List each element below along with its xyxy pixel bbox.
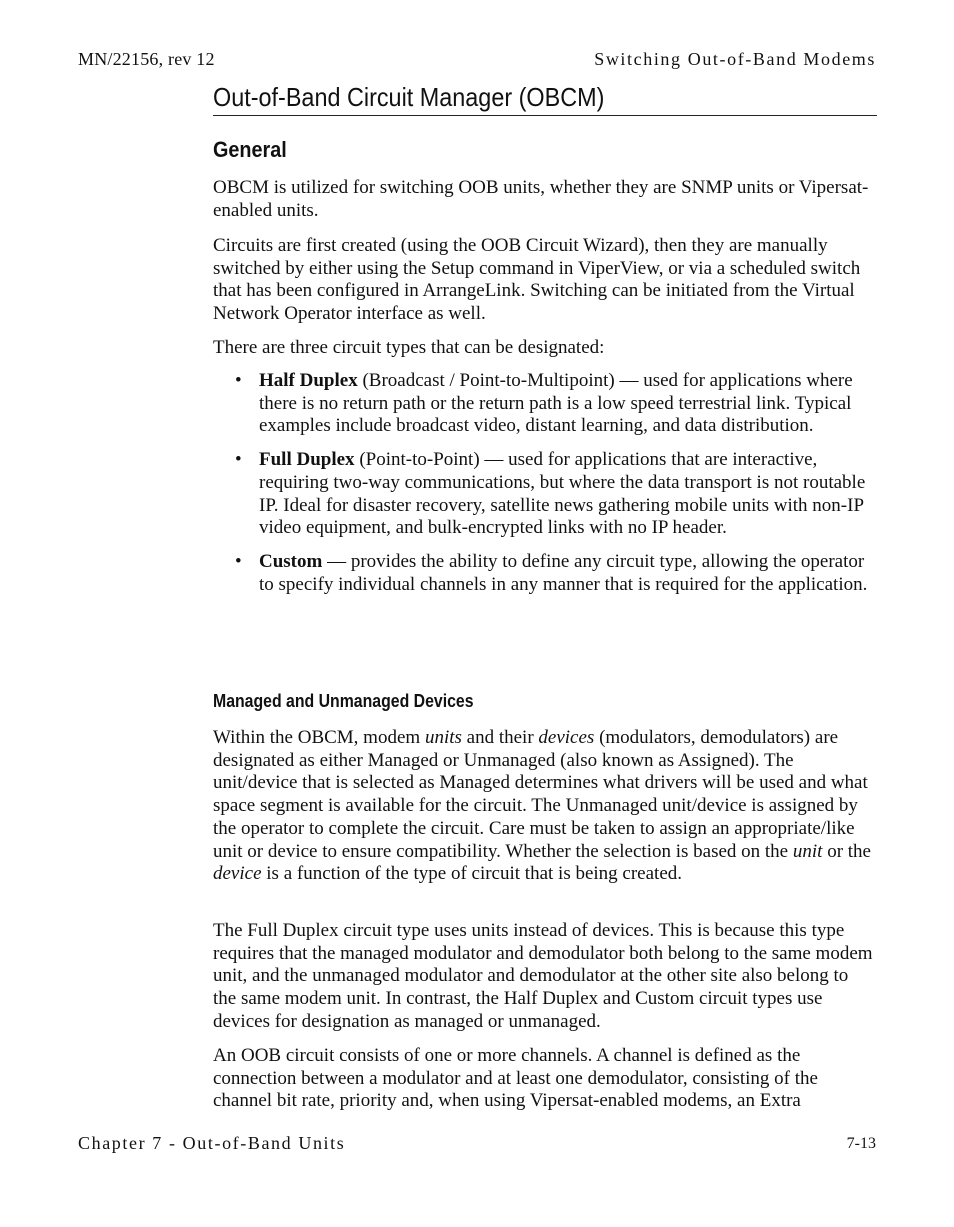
list-item-text: (Broadcast / Point-to-Multipoint) — used for applications where there is no return path or the return path is a low speed terrestrial link. Typical examples include broadcast video, distant learning, and data distribution.	[259, 370, 853, 437]
list-item-text: — provides the ability to define any circuit type, allowing the operator to specify individual channels in any manner that is required for the application.	[259, 550, 868, 595]
managed-paragraph-1	[213, 727, 876, 886]
section-heading-general: General	[213, 137, 287, 162]
list-item-term: Half Duplex	[259, 370, 358, 391]
general-paragraph-2: Circuits are first created (using the OOB Circuit Wizard), then they are manually switched by either using the Setup command in ViperView, or via a scheduled switch that has been configured in ArrangeLink. Switching can be initiated from the Virtual Network Operator interface as well.	[213, 235, 861, 325]
list-item-half-duplex	[213, 370, 876, 438]
emphasis-device: device	[213, 863, 262, 885]
emphasis-devices: devices	[538, 727, 595, 748]
subsection-heading-managed: Managed and Unmanaged Devices	[213, 691, 474, 711]
text-run: and their	[461, 727, 539, 748]
page-body	[213, 80, 876, 1112]
list-item-term: Custom	[259, 550, 323, 572]
text-run: or the	[822, 840, 871, 862]
emphasis-units: units	[424, 727, 462, 748]
text-run: (modulators, demodulators) are designated as either Managed or Unmanaged (also known as Assigned). The unit/device that is selected as Managed determines what drivers will be used and what space segment is available for the circuit. The Unmanaged unit/device is assigned by the operator to complete the circuit. Care must be taken to assign an appropriate/like unit or device to ensure compatibility. Whether the selection is based on the	[213, 727, 868, 862]
bullet-icon: •	[235, 449, 242, 471]
page-title: Out-of-Band Circuit Manager (OBCM)	[213, 82, 605, 112]
text-run: Within the OBCM, modem	[213, 727, 425, 748]
managed-paragraph-3: An OOB circuit consists of one or more channels. A channel is defined as the connection between a modulator and at least one demodulator, consisting of the channel bit rate, priority and, when using Vipersat-enabled modems, an Extra	[213, 1045, 818, 1112]
general-paragraph-1: OBCM is utilized for switching OOB units, whether they are SNMP units or Vipersat-enabled units.	[213, 177, 869, 221]
list-item-term: Full Duplex	[259, 449, 355, 471]
header-section-title: Switching Out-of-Band Modems	[594, 49, 876, 69]
header-doc-id: MN/22156, rev 12	[78, 49, 215, 69]
footer-chapter: Chapter 7 - Out-of-Band Units	[78, 1133, 346, 1153]
circuit-type-list	[213, 370, 876, 596]
footer-page-number: 7-13	[846, 1135, 876, 1152]
managed-paragraph-2: The Full Duplex circuit type uses units instead of devices. This is because this type requires that the managed modulator and demodulator both belong to the same modem unit, and the unmanaged modulator and demodulator at the other site also belong to the same modem unit. In contrast, the Half Duplex and Custom circuit types use devices for designation as managed or unmanaged.	[213, 920, 873, 1032]
text-run: is a function of the type of circuit that is being created.	[261, 863, 683, 885]
list-item-custom	[213, 551, 876, 596]
general-paragraph-3: There are three circuit types that can be designated:	[213, 337, 605, 358]
bullet-icon: •	[235, 370, 242, 391]
bullet-icon: •	[235, 550, 242, 572]
emphasis-unit: unit	[792, 840, 823, 862]
list-item-text: (Point-to-Point) — used for applications that are interactive, requiring two-way communications, but where the data transport is not routable IP. Ideal for disaster recovery, satellite news gathering mobile units with non-IP video equipment, and bulk-encrypted links with no IP header.	[259, 449, 866, 539]
list-item-full-duplex	[213, 449, 876, 540]
